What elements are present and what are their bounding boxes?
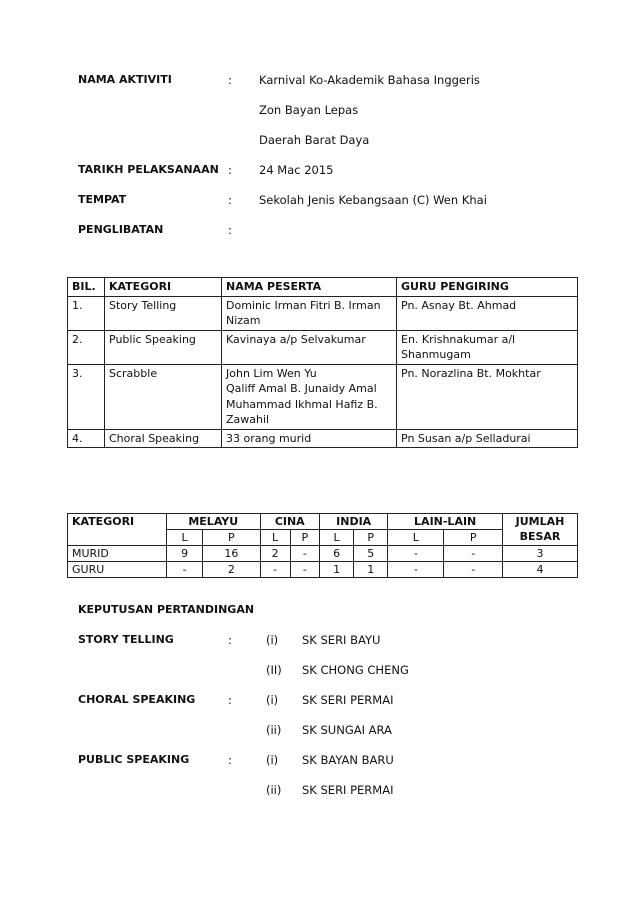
result-school: SK SUNGAI ARA [302,723,392,737]
gender-header: L [320,530,354,546]
info-row [78,223,578,253]
row-category: Public Speaking [105,330,222,364]
total-header: JUMLAH BESAR [503,514,578,546]
summary-cell: - [290,562,319,578]
result-school: SK BAYAN BARU [302,753,394,767]
summary-cell: 2 [203,562,260,578]
summary-row [68,562,578,578]
summary-header-row [68,514,578,530]
summary-cell: - [444,546,503,562]
info-label: PENGLIBATAN [78,223,164,236]
result-rank: (i) [266,693,279,707]
info-value: 24 Mac 2015 [259,163,334,177]
gender-header: P [203,530,260,546]
info-value: Karnival Ko-Akademik Bahasa Inggeris [259,73,480,87]
row-number: 4. [68,429,105,448]
activity-info [78,73,578,253]
gender-header: P [290,530,319,546]
row-participant [222,429,397,448]
info-label: NAMA AKTIVITI [78,73,172,86]
result-school: SK CHONG CHENG [302,663,409,677]
info-colon: : [228,163,232,177]
result-school: SK SERI BAYU [302,633,381,647]
summary-cell: 2 [260,546,290,562]
row-teacher [397,429,578,448]
participants-table [67,277,578,448]
participant-name: John Lim Wen Yu [226,366,317,380]
summary-cell: 1 [320,562,354,578]
result-row [78,633,578,663]
group-header: CINA [260,514,320,530]
column-header: KATEGORI [105,278,222,297]
summary-cell: 9 [167,546,203,562]
teacher-name: En. Krishnakumar a/l Shanmugam [401,332,516,361]
row-category: Choral Speaking [105,429,222,448]
row-participant [222,364,397,429]
result-category [78,783,228,813]
row-number: 1. [68,296,105,330]
table-header-row [68,278,578,297]
summary-cell: - [388,562,444,578]
summary-cell: - [444,562,503,578]
result-category [78,723,228,753]
summary-cell: 1 [354,562,388,578]
participant-name: Kavinaya a/p Selvakumar [226,332,366,346]
table-row [68,296,578,330]
kategori-header: KATEGORI [68,514,167,546]
gender-header: P [444,530,503,546]
participant-name: Muhammad Ikhmal Hafiz B. Zawahil [226,397,378,426]
table-row [68,364,578,429]
participant-name: Qaliff Amal B. Junaidy Amal [226,382,377,395]
result-colon [228,783,266,813]
table-row [68,330,578,364]
summary-total: 4 [503,562,578,578]
gender-header: P [354,530,388,546]
summary-row [68,546,578,562]
result-category [78,663,228,693]
summary-row-label: GURU [68,562,167,578]
result-school: SK SERI PERMAI [302,783,394,797]
teacher-name: Pn. Norazlina Bt. Mokhtar [401,366,541,380]
result-colon [228,723,266,753]
table-row [68,429,578,448]
result-row [78,723,578,753]
gender-header: L [388,530,444,546]
info-label: TARIKH PELAKSANAAN [78,163,219,176]
teacher-name: Pn Susan a/p Selladurai [401,431,531,445]
summary-cell: - [167,562,203,578]
result-colon [228,663,266,693]
row-category: Story Telling [105,296,222,330]
row-teacher [397,330,578,364]
info-label: TEMPAT [78,193,127,206]
row-number: 3. [68,364,105,429]
info-value: Sekolah Jenis Kebangsaan (C) Wen Khai [259,193,487,207]
column-header: NAMA PESERTA [222,278,397,297]
result-rank: (ii) [266,783,282,797]
results-heading: KEPUTUSAN PERTANDINGAN [78,603,255,616]
info-row [78,73,578,103]
result-category: STORY TELLING [78,633,174,646]
summary-table [67,513,578,578]
result-row [78,783,578,813]
column-header: BIL. [68,278,105,297]
row-teacher [397,296,578,330]
result-colon: : [228,633,232,647]
row-number: 2. [68,330,105,364]
result-category: CHORAL SPEAKING [78,693,196,706]
result-school: SK SERI PERMAI [302,693,394,707]
summary-cell: 16 [203,546,260,562]
info-colon: : [228,193,232,207]
info-value: Daerah Barat Daya [259,133,370,147]
result-row [78,753,578,783]
summary-cell: - [388,546,444,562]
row-participant [222,330,397,364]
result-row [78,693,578,723]
info-row [78,103,578,133]
summary-cell: - [290,546,319,562]
summary-total: 3 [503,546,578,562]
info-colon: : [228,223,232,237]
competition-results [78,603,578,813]
result-colon: : [228,693,232,707]
participant-name: 33 orang murid [226,431,312,445]
result-rank: (II) [266,663,282,677]
info-row [78,133,578,163]
participant-name: Dominic Irman Fitri B. Irman Nizam [226,298,381,327]
summary-cell: 6 [320,546,354,562]
result-rank: (i) [266,633,279,647]
row-category: Scrabble [105,364,222,429]
result-rank: (ii) [266,723,282,737]
result-colon: : [228,753,232,767]
info-row [78,193,578,223]
info-colon: : [228,73,232,87]
summary-row-label: MURID [68,546,167,562]
group-header: MELAYU [167,514,261,530]
group-header: LAIN-LAIN [388,514,503,530]
gender-header: L [167,530,203,546]
result-row [78,663,578,693]
summary-cell: - [260,562,290,578]
result-category: PUBLIC SPEAKING [78,753,190,766]
info-value: Zon Bayan Lepas [259,103,359,117]
info-row [78,163,578,193]
teacher-name: Pn. Asnay Bt. Ahmad [401,298,517,312]
column-header: GURU PENGIRING [397,278,578,297]
row-participant [222,296,397,330]
group-header: INDIA [320,514,388,530]
result-rank: (i) [266,753,279,767]
row-teacher [397,364,578,429]
summary-cell: 5 [354,546,388,562]
gender-header: L [260,530,290,546]
